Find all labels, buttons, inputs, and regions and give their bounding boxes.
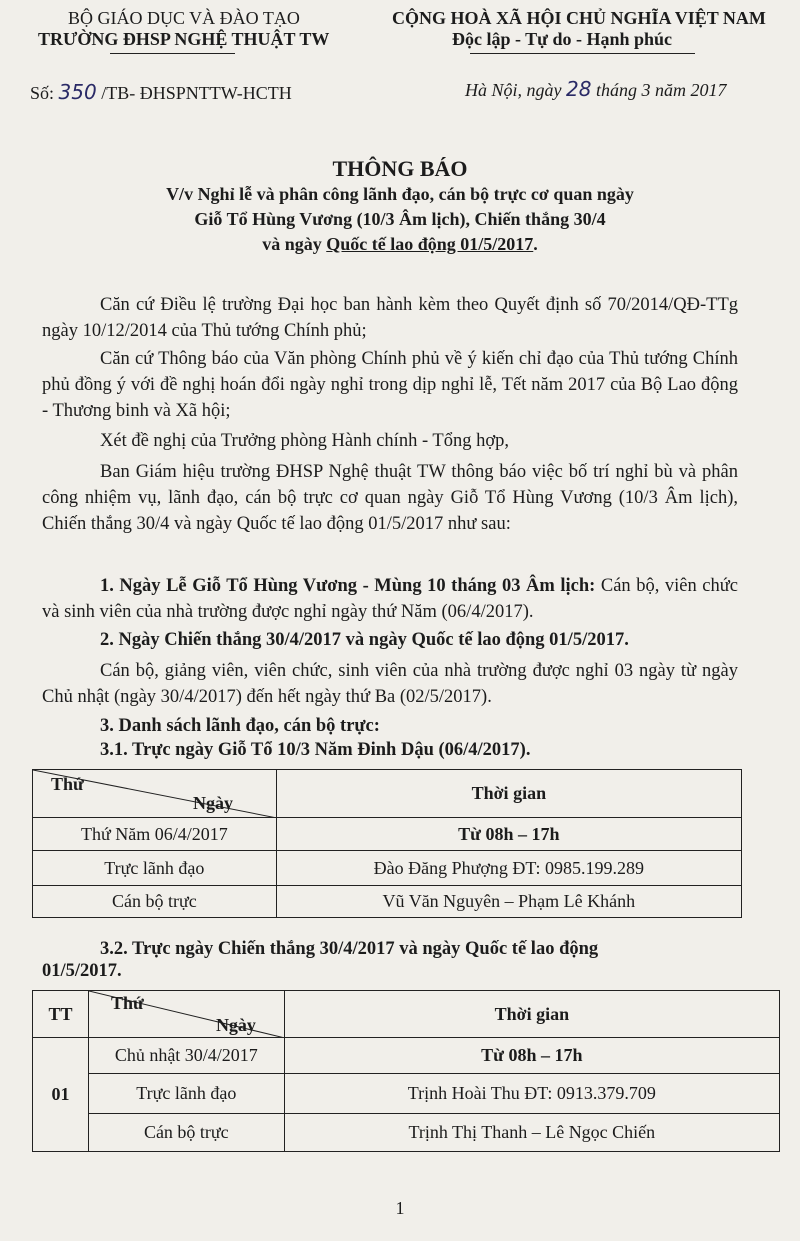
header-tt: TT <box>33 991 89 1038</box>
duty-table-2 <box>32 990 780 1152</box>
section-3-2-heading-line-2: 01/5/2017. <box>42 961 122 981</box>
row-left: Trực lãnh đạo <box>33 851 277 886</box>
paragraph-legal-basis-2: Căn cứ Thông báo của Văn phòng Chính phủ về ý kiến chỉ đạo của Thủ tướng Chính phủ đồng ý với đề nghị hoán đổi ngày nghỉ trong dịp nghỉ lễ, Tết năm 2017 của Bộ Lao động - Thương binh và Xã hội; <box>42 349 738 421</box>
paragraph-announcement: Ban Giám hiệu trường ĐHSP Nghệ thuật TW thông báo việc bố trí nghỉ bù và phân công nhiệm vụ, lãnh đạo, cán bộ trực cơ quan ngày Giỗ Tổ Hùng Vương (10/3 Âm lịch), Chiến thắng 30/4 và ngày Quốc tế lao động 01/5/2017 như sau: <box>42 462 738 534</box>
motto-underline <box>470 53 695 54</box>
table-header-row <box>33 991 780 1038</box>
title-line-3: và ngày Quốc tế lao động 01/5/2017. <box>262 234 538 254</box>
document-date: Hà Nội, ngày 28 tháng 3 năm 2017 <box>465 77 727 101</box>
header-ngay: Ngày <box>215 1015 256 1035</box>
title-line-1: V/v Nghỉ lễ và phân công lãnh đạo, cán bộ trực cơ quan ngày <box>166 184 634 204</box>
country-name: CỘNG HOÀ XÃ HỘI CHỦ NGHĨA VIỆT NAM <box>392 8 766 28</box>
row-left: Chủ nhật 30/4/2017 <box>88 1038 284 1074</box>
row-tt: 01 <box>33 1038 89 1152</box>
section-2-text: Cán bộ, giảng viên, viên chức, sinh viên của nhà trường được nghỉ 03 ngày từ ngày Chủ nhật (ngày 30/4/2017) đến hết ngày thứ Ba (02/5/2017). <box>42 661 738 707</box>
document-number: Số: 350 /TB- ĐHSPNTTW-HCTH <box>30 80 292 104</box>
header-cell-day <box>33 770 277 818</box>
header-thu: Thứ <box>110 993 144 1013</box>
paragraph-legal-basis-1: Căn cứ Điều lệ trường Đại học ban hành kèm theo Quyết định số 70/2014/QĐ-TTg ngày 10/12/2014 của Thủ tướng Chính phủ; <box>42 295 738 341</box>
section-2-heading: 2. Ngày Chiến thắng 30/4/2017 và ngày Quốc tế lao động 01/5/2017. <box>100 630 629 650</box>
section-3-heading: 3. Danh sách lãnh đạo, cán bộ trực: <box>100 716 380 736</box>
header-time: Thời gian <box>276 770 741 818</box>
header-time: Thời gian <box>284 991 779 1038</box>
row-left: Trực lãnh đạo <box>88 1074 284 1114</box>
duty-table-1 <box>32 769 742 918</box>
paragraph-proposal: Xét đề nghị của Trưởng phòng Hành chính - Tổng hợp, <box>100 431 509 451</box>
row-right: Trịnh Hoài Thu ĐT: 0913.379.709 <box>284 1074 779 1114</box>
table-row <box>33 1038 780 1074</box>
section-3-2-heading-line-1: 3.2. Trực ngày Chiến thắng 30/4/2017 và ngày Quốc tế lao động <box>100 939 599 959</box>
title-line-2: Giỗ Tổ Hùng Vương (10/3 Âm lịch), Chiến thắng 30/4 <box>194 209 606 229</box>
row-left: Cán bộ trực <box>33 886 277 918</box>
header-thu: Thứ <box>51 774 84 794</box>
section-3-1-heading: 3.1. Trực ngày Giỗ Tổ 10/3 Năm Đinh Dậu (06/4/2017). <box>100 740 531 760</box>
header-ngay: Ngày <box>193 793 233 813</box>
table-header-row <box>33 770 742 818</box>
table-row <box>33 851 742 886</box>
row-left: Thứ Năm 06/4/2017 <box>33 818 277 851</box>
handwritten-day: 28 <box>566 77 592 101</box>
handwritten-number: 350 <box>58 80 97 104</box>
row-right: Từ 08h – 17h <box>276 818 741 851</box>
table-row <box>33 1114 780 1152</box>
motto: Độc lập - Tự do - Hạnh phúc <box>452 29 673 49</box>
row-right: Trịnh Thị Thanh – Lê Ngọc Chiến <box>284 1114 779 1152</box>
table-row <box>33 1074 780 1114</box>
row-right: Vũ Văn Nguyên – Phạm Lê Khánh <box>276 886 741 918</box>
row-left: Cán bộ trực <box>88 1114 284 1152</box>
row-right: Từ 08h – 17h <box>284 1038 779 1074</box>
school-underline <box>110 53 235 54</box>
header-cell-day <box>88 991 284 1038</box>
section-1: 1. Ngày Lễ Giỗ Tổ Hùng Vương - Mùng 10 tháng 03 Âm lịch: Cán bộ, viên chức và sinh viên của nhà trường được nghỉ ngày thứ Năm (06/4/2017). <box>42 576 738 622</box>
school-name: TRƯỜNG ĐHSP NGHỆ THUẬT TW <box>38 29 330 49</box>
table-row <box>33 818 742 851</box>
ministry-name: BỘ GIÁO DỤC VÀ ĐÀO TẠO <box>68 8 300 28</box>
page-number: 1 <box>395 1198 405 1218</box>
table-row <box>33 886 742 918</box>
page-title: THÔNG BÁO <box>332 156 468 181</box>
row-right: Đào Đăng Phượng ĐT: 0985.199.289 <box>276 851 741 886</box>
